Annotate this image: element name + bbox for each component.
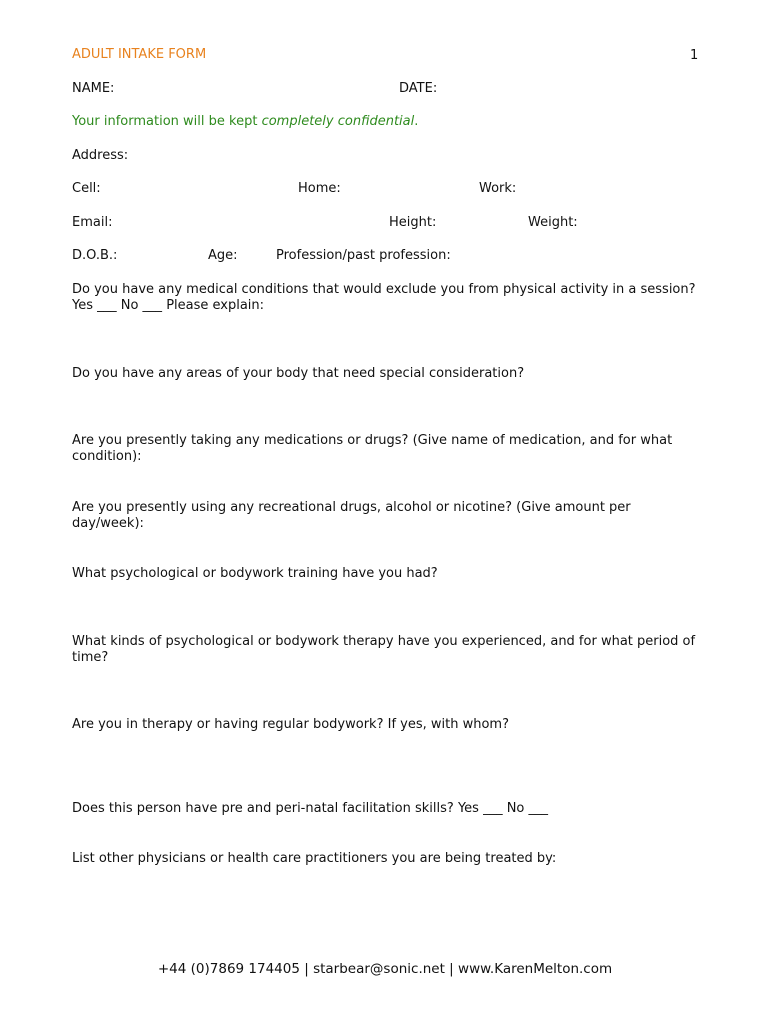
dob-label: D.O.B.: — [72, 248, 118, 263]
confidentiality-notice — [72, 114, 418, 129]
cell-label: Cell: — [72, 181, 101, 196]
question-perinatal-skills: Does this person have pre and peri-natal facilitation skills? Yes ___ No ___ — [72, 801, 549, 816]
question-medications: Are you presently taking any medications or drugs? (Give name of medication, and for what condition): — [72, 433, 673, 464]
profession-label: Profession/past profession: — [276, 248, 451, 263]
page-number: 1 — [690, 48, 699, 63]
address-label: Address: — [72, 148, 129, 163]
age-label: Age: — [208, 248, 238, 263]
question-current-therapy: Are you in therapy or having regular bodywork? If yes, with whom? — [72, 717, 509, 732]
name-label: NAME: — [72, 81, 115, 96]
form-title: ADULT INTAKE FORM — [72, 47, 207, 62]
email-label: Email: — [72, 215, 113, 230]
home-label: Home: — [298, 181, 341, 196]
question-training: What psychological or bodywork training have you had? — [72, 566, 438, 581]
height-label: Height: — [389, 215, 437, 230]
question-recreational-drugs: Are you presently using any recreational drugs, alcohol or nicotine? (Give amount per day/week): — [72, 500, 631, 531]
work-label: Work: — [479, 181, 517, 196]
footer-contact: +44 (0)7869 174405 | starbear@sonic.net | www.KarenMelton.com — [157, 961, 613, 977]
question-special-consideration: Do you have any areas of your body that need special consideration? — [72, 366, 525, 381]
confidentiality-prefix: Your information will be kept — [72, 114, 262, 129]
question-medical-conditions: Do you have any medical conditions that would exclude you from physical activity in a session? Yes ___ No ___ Please explain: — [72, 282, 696, 313]
weight-label: Weight: — [528, 215, 578, 230]
confidentiality-suffix: . — [414, 114, 419, 129]
confidentiality-emphasis: completely confidential — [261, 114, 415, 129]
date-label: DATE: — [399, 81, 438, 96]
question-other-practitioners: List other physicians or health care practitioners you are being treated by: — [72, 851, 557, 866]
question-therapy-experience: What kinds of psychological or bodywork therapy have you experienced, and for what period of time? — [72, 634, 696, 665]
